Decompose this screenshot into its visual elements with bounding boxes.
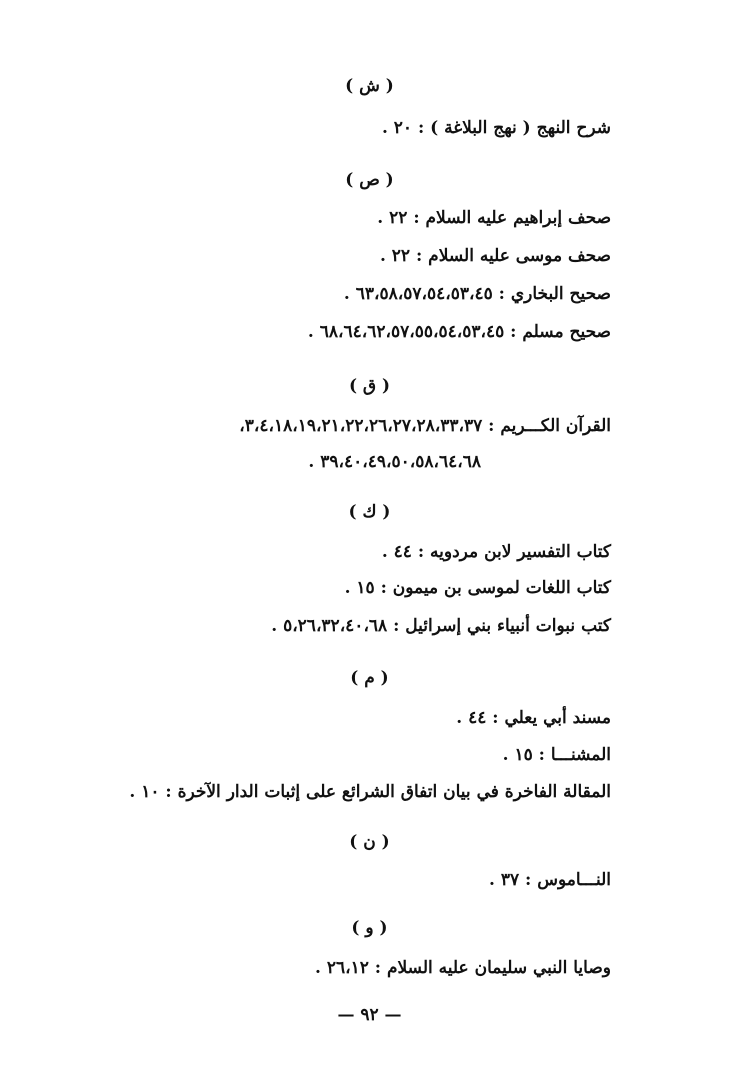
index-entry: كتاب اللغات لموسى بن ميمون : ١٥ .	[344, 578, 611, 598]
index-entry: القرآن الكـــريم : ٣،٤،١٨،١٩،٢١،٢٢،٢٦،٢٧،٢٨،٣٣،٣٧،	[239, 416, 611, 436]
index-entry: صحيح البخاري : ٦٣،٥٨،٥٧،٥٤،٥٣،٤٥ .	[343, 284, 611, 304]
index-entry: صحف إبراهيم عليه السلام : ٢٢ .	[377, 208, 611, 228]
index-entry: كتاب التفسير لابن مردويه : ٤٤ .	[381, 542, 611, 562]
index-entry: صحف موسى عليه السلام : ٢٢ .	[379, 246, 611, 266]
section-heading-sad: ( ص )	[345, 170, 394, 190]
section-heading-waw: ( و )	[351, 918, 388, 938]
index-entry: المشنـــا : ١٥ .	[502, 745, 611, 765]
section-heading-nun: ( ن )	[349, 832, 390, 852]
index-entry: مسند أبي يعلي : ٤٤ .	[456, 708, 611, 728]
section-heading-shin: ( ش )	[345, 76, 394, 96]
index-entry: شرح النهج ( نهج البلاغة ) : ٢٠ .	[381, 118, 611, 138]
index-entry-continuation: ٣٩،٤٠،٤٩،٥٠،٥٨،٦٤،٦٨ .	[308, 452, 481, 472]
section-heading-kaf: ( ك )	[348, 502, 391, 522]
section-heading-qaf: ( ق )	[348, 376, 391, 396]
index-entry: صحيح مسلم : ٦٨،٦٤،٦٢،٥٧،٥٥،٥٤،٥٣،٤٥ .	[307, 322, 611, 342]
section-heading-mim: ( م )	[350, 668, 389, 688]
index-entry: المقالة الفاخرة في بيان اتفاق الشرائع على إثبات الدار الآخرة : ١٠ .	[129, 782, 611, 802]
index-entry: كتب نبوات أنبياء بني إسرائيل : ٥،٢٦،٣٢،٤٠،٦٨ .	[271, 616, 611, 636]
page-number: — ٩٢ —	[337, 1005, 402, 1025]
index-entry: وصايا النبي سليمان عليه السلام : ٢٦،١٢ .	[315, 958, 611, 978]
index-entry: النـــاموس : ٣٧ .	[488, 870, 611, 890]
